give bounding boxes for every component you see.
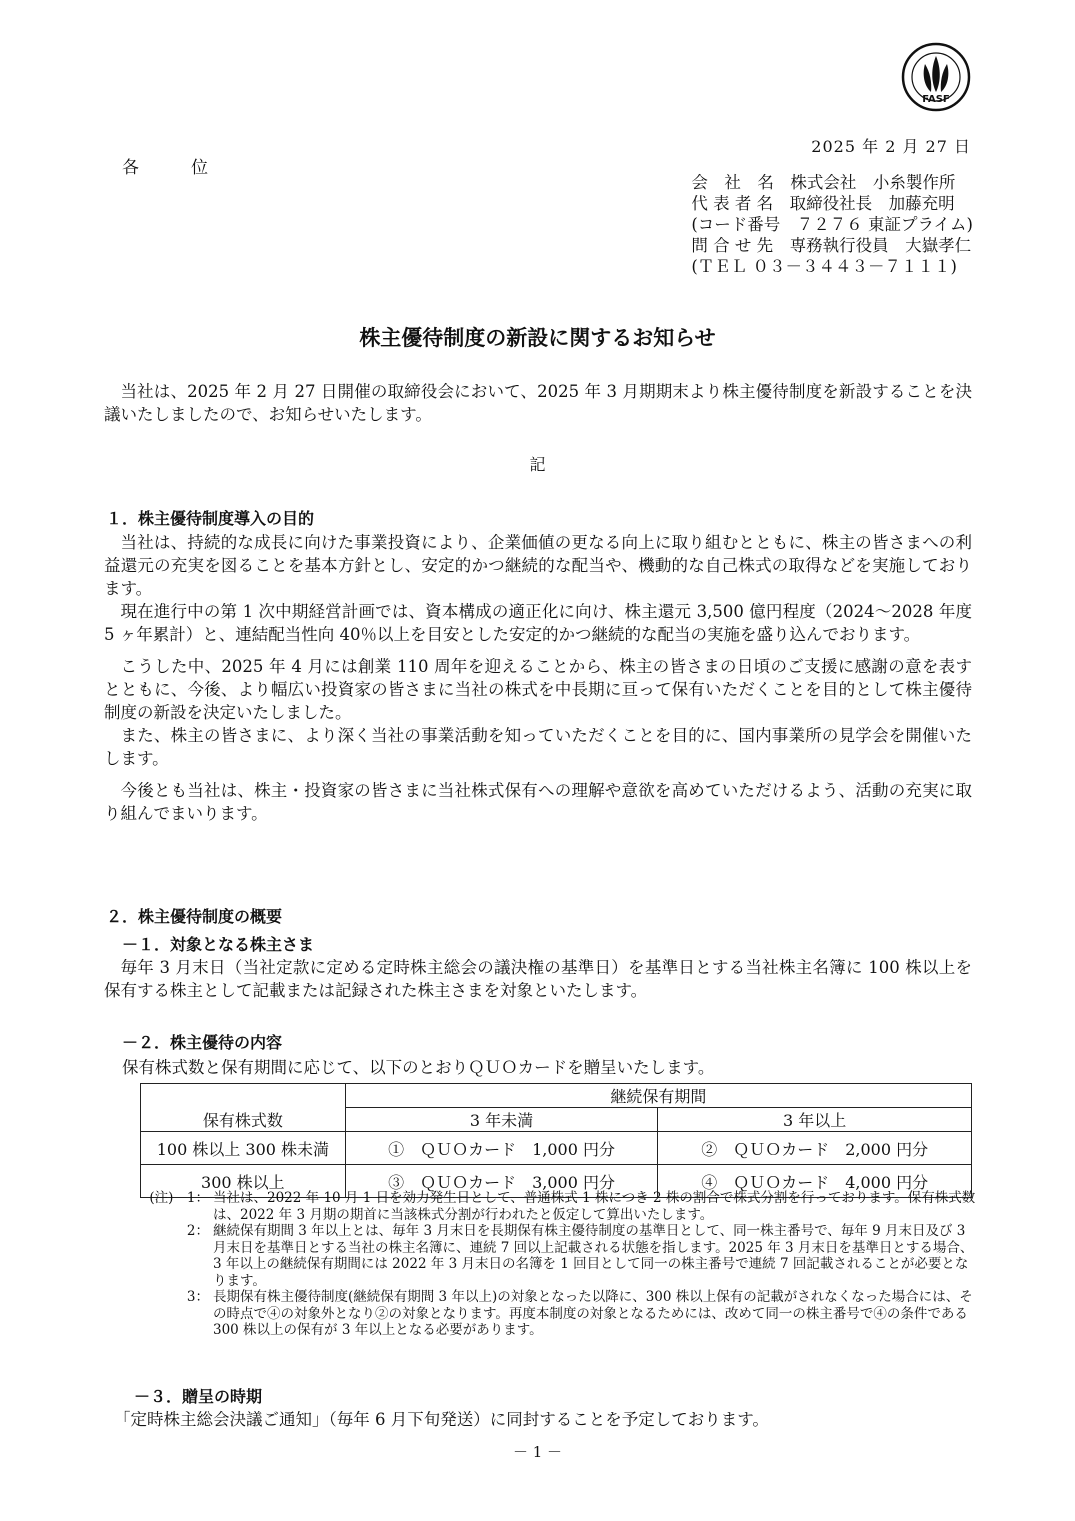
document-title: 株主優待制度の新設に関するお知らせ	[359, 326, 716, 350]
recipients	[122, 153, 260, 178]
section1-paragraph-5: 今後とも当社は、株主・投資家の皆さまに当社株式保有への理解や意欲を高めていただけるよう、活動の充実に取り組んでまいります。	[104, 781, 973, 823]
table-row-c2: ④ ＱＵＯカード 4,000 円分	[658, 1165, 972, 1198]
table-header-row-1	[141, 1084, 972, 1108]
recipients-char-2: 位	[191, 158, 208, 178]
section2-sub1-text: 毎年 3 月末日（当社定款に定める定時株主総会の議決権の基準日）を基準日とする当社株主名簿に 100 株以上を保有する株主として記載または記録された株主さまを対象といたします。	[104, 958, 972, 1000]
section1-paragraph-2: 現在進行中の第 1 次中期経営計画では、資本構成の適正化に向け、株主還元 3,500 億円程度（2024～2028 年度 5 ヶ年累計）と、連結配当性向 40％以上を目安とした安定的かつ継続的な配当の実施を盛り込んでおります。	[104, 602, 972, 644]
note-1	[147, 1190, 977, 1223]
page-number: － 1 －	[512, 1443, 563, 1461]
intro-text: 当社は、2025 年 2 月 27 日開催の取締役会において、2025 年 3 月期期末より株主優待制度を新設することを決議いたしましたので、お知らせいたします。	[104, 382, 972, 424]
note-1-label: (注) 1：	[149, 1190, 209, 1206]
note-3	[147, 1289, 977, 1339]
section2-sub3-heading: －３．贈呈の時期	[134, 1387, 263, 1406]
section1-body	[104, 531, 972, 825]
table-row-c2: ② ＱＵＯカード 2,000 円分	[658, 1132, 972, 1165]
table-header-shares: 保有株式数	[141, 1108, 346, 1132]
sender-representative: 代 表 者 名 取締役社長 加藤充明	[691, 194, 955, 213]
table-header-period: 継続保有期間	[345, 1084, 971, 1108]
note-2	[147, 1223, 977, 1289]
table-row	[141, 1132, 972, 1165]
sender-contact: 問 合 せ 先 専務執行役員 大嶽孝仁	[691, 236, 972, 255]
note-3-text: 長期保有株主優待制度(継続保有期間 3 年以上)の対象となった以降に、300 株以上保有の記載がされなくなった場合には、その時点で④の対象外となり②の対象となります。再度本制度の対象となるためには、改めて同一の株主番号で④の条件である 300 株以上の保有が 3 年以上となる必要があります。	[213, 1289, 973, 1338]
table-header-col2: 3 年以上	[658, 1108, 972, 1132]
section2-sub1-body	[104, 956, 972, 1002]
table-notes	[147, 1190, 977, 1339]
section1-paragraph-4: また、株主の皆さまに、より深く当社の事業活動を知っていただくことを目的に、国内事業所の見学会を開催いたします。	[104, 726, 973, 768]
section2-sub1-heading: －１．対象となる株主さま	[122, 935, 315, 954]
recipients-char-1: 各	[122, 158, 139, 178]
table-row-shares: 300 株以上	[141, 1165, 346, 1198]
document-date: 2025 年 2 月 27 日	[811, 137, 971, 156]
ki-marker: 記	[529, 455, 546, 474]
benefit-table	[140, 1083, 972, 1198]
table-row-shares: 100 株以上 300 株未満	[141, 1132, 346, 1165]
sender-company: 会 社 名 株式会社 小糸製作所	[691, 173, 956, 192]
intro-paragraph	[104, 380, 972, 426]
section2-heading: ２．株主優待制度の概要	[106, 907, 283, 926]
section1-paragraph-1: 当社は、持続的な成長に向けた事業投資により、企業価値の更なる向上に取り組むとともに、株主の皆さまへの利益還元の充実を図ることを基本方針とし、安定的かつ継続的な配当や、機動的な自己株式の取得などを実施しております。	[104, 533, 973, 598]
fasf-logo-text: FASF	[922, 94, 950, 105]
table-header-row-2	[141, 1108, 972, 1132]
table-row-c1: ③ ＱＵＯカード 3,000 円分	[345, 1165, 658, 1198]
section1-paragraph-3: こうした中、2025 年 4 月には創業 110 周年を迎えることから、株主の皆さまの日頃のご支援に感謝の意を表すとともに、今後、より幅広い投資家の皆さまに当社の株式を中長期に亘って保有いただくことを目的として株主優待制度の新設を決定いたしました。	[104, 657, 972, 722]
note-3-label: 3：	[186, 1289, 209, 1305]
note-1-text: 当社は、2022 年 10 月 1 日を効力発生日として、普通株式 1 株につき 2 株の割合で株式分割を行っております。保有株式数は、2022 年 3 月期の期首に当該株式分割が行われたと仮定して算出いたします。	[213, 1190, 976, 1223]
sender-tel: (ＴＥＬ ０３－３４４３－７１１１)	[691, 257, 957, 276]
table-header-col1: 3 年未満	[345, 1108, 658, 1132]
sender-block	[691, 172, 973, 277]
section2-sub3-text: 「定時株主総会決議ご通知」（毎年 6 月下旬発送）に同封することを予定しております。	[114, 1410, 769, 1429]
note-2-label: 2：	[186, 1223, 209, 1239]
note-2-text: 継続保有期間 3 年以上とは、毎年 3 月末日を長期保有株主優待制度の基準日として、同一株主番号で、毎年 9 月末日及び 3 月末日を基準日とする当社の株主名簿に、連続 7 回以上記載される状態を指します。2025 年 3 月末日を基準日とする場合、3 年以上の継続保有期間には 2022 年 3 月末日の名簿を 1 回目として同一の株主番号で連続 7 回記載されることが必要となります。	[213, 1223, 974, 1289]
section2-sub2-text: 保有株式数と保有期間に応じて、以下のとおりＱＵＯカードを贈呈いたします。	[122, 1058, 715, 1077]
table-row-c1: ① ＱＵＯカード 1,000 円分	[345, 1132, 658, 1165]
fasf-seal-icon	[901, 42, 971, 118]
section1-heading: １．株主優待制度導入の目的	[106, 509, 315, 528]
section2-sub2-heading: －２．株主優待の内容	[122, 1033, 283, 1052]
table-header-empty	[141, 1084, 346, 1108]
sender-code: (コード番号 ７２７６ 東証プライム)	[691, 215, 973, 234]
fasf-logo	[901, 42, 971, 118]
